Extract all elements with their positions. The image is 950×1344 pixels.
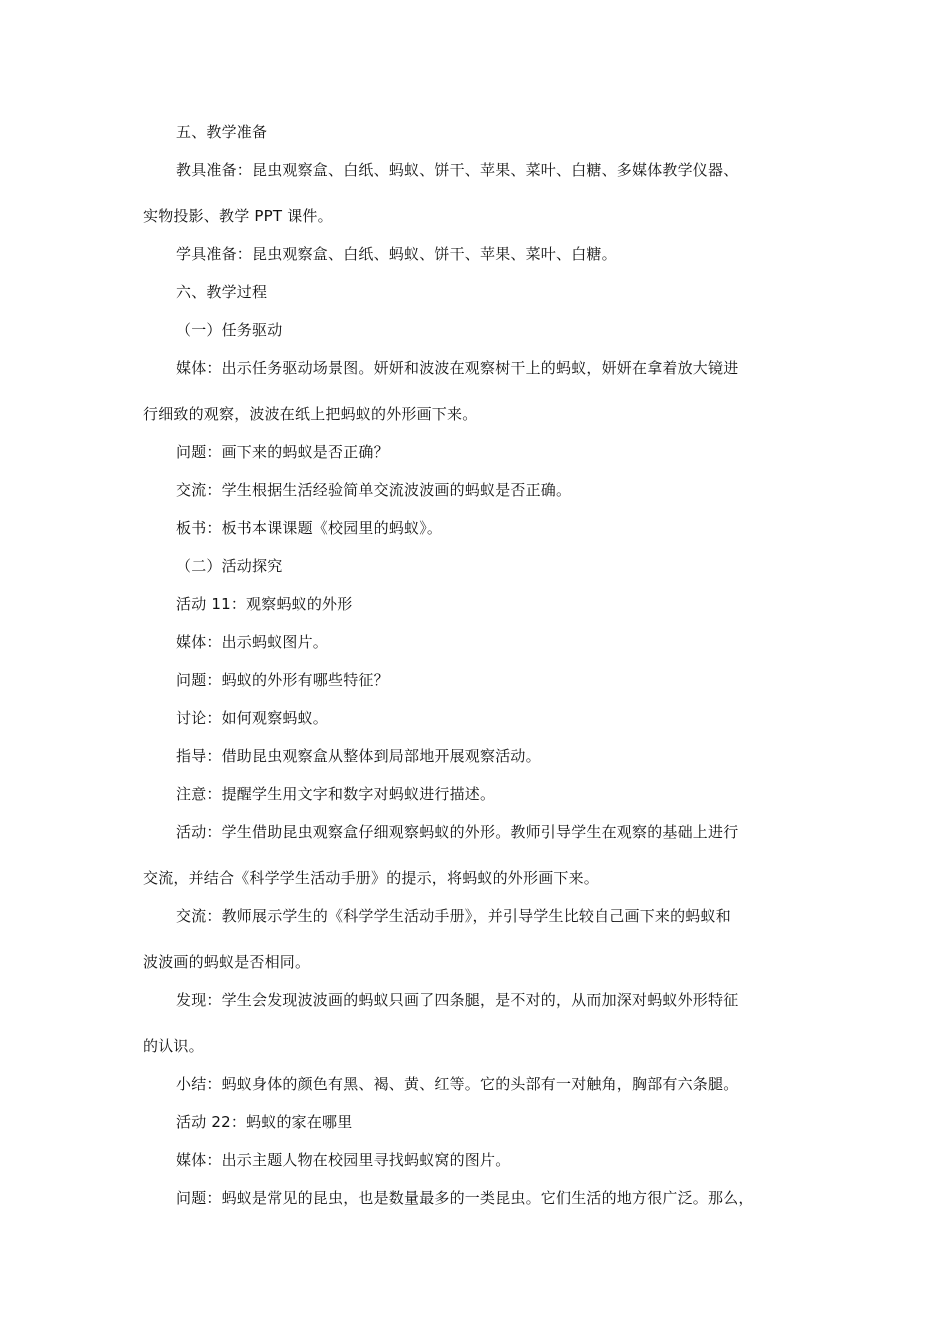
- paragraph-exchange-handbook: 交流：教师展示学生的《科学学生活动手册》，并引导学生比较自己画下来的蚂蚁和: [176, 907, 731, 925]
- paragraph-discovery: 发现：学生会发现波波画的蚂蚁只画了四条腿，是不对的，从而加深对蚂蚁外形特征: [176, 991, 739, 1009]
- paragraph-media-scene-continued: 行细致的观察，波波在纸上把蚂蚁的外形画下来。: [143, 405, 478, 423]
- paragraph-discussion: 讨论：如何观察蚂蚁。: [176, 709, 329, 727]
- paragraph-exchange-drawing: 交流：学生根据生活经验简单交流波波画的蚂蚁是否正确。: [176, 481, 572, 499]
- section-heading-preparation: 五、教学准备: [176, 123, 268, 141]
- paragraph-activity-observe: 活动：学生借助昆虫观察盒仔细观察蚂蚁的外形。教师引导学生在观察的基础上进行: [176, 823, 739, 841]
- section-heading-process: 六、教学过程: [176, 283, 268, 301]
- paragraph-teaching-tools-continued: 实物投影、教学 PPT 课件。: [143, 207, 333, 225]
- activity-heading-home: 活动 22：蚂蚁的家在哪里: [176, 1113, 353, 1131]
- subsection-heading-activity: （二）活动探究: [176, 557, 283, 575]
- paragraph-media-nest: 媒体：出示主题人物在校园里寻找蚂蚁窝的图片。: [176, 1151, 511, 1169]
- paragraph-guidance: 指导：借助昆虫观察盒从整体到局部地开展观察活动。: [176, 747, 541, 765]
- paragraph-attention: 注意：提醒学生用文字和数字对蚂蚁进行描述。: [176, 785, 496, 803]
- subsection-heading-task: （一）任务驱动: [176, 321, 283, 339]
- paragraph-exchange-handbook-continued: 波波画的蚂蚁是否相同。: [143, 953, 311, 971]
- paragraph-activity-observe-continued: 交流，并结合《科学学生活动手册》的提示，将蚂蚁的外形画下来。: [143, 869, 600, 887]
- paragraph-summary: 小结：蚂蚁身体的颜色有黑、褐、黄、红等。它的头部有一对触角，胸部有六条腿。: [176, 1075, 739, 1093]
- paragraph-question-features: 问题：蚂蚁的外形有哪些特征？: [176, 671, 389, 689]
- paragraph-board-title: 板书：板书本课课题《校园里的蚂蚁》。: [176, 519, 443, 537]
- paragraph-discovery-continued: 的认识。: [143, 1037, 204, 1055]
- activity-heading-shape: 活动 11：观察蚂蚁的外形: [176, 595, 353, 613]
- paragraph-media-scene: 媒体：出示任务驱动场景图。妍妍和波波在观察树干上的蚂蚁，妍妍在拿着放大镜进: [176, 359, 739, 377]
- paragraph-question-drawing: 问题：画下来的蚂蚁是否正确？: [176, 443, 389, 461]
- paragraph-question-habitat: 问题：蚂蚁是常见的昆虫，也是数量最多的一类昆虫。它们生活的地方很广泛。那么，: [176, 1189, 754, 1207]
- paragraph-student-tools: 学具准备：昆虫观察盒、白纸、蚂蚁、饼干、苹果、菜叶、白糖。: [176, 245, 617, 263]
- paragraph-teaching-tools: 教具准备：昆虫观察盒、白纸、蚂蚁、饼干、苹果、菜叶、白糖、多媒体教学仪器、: [176, 161, 739, 179]
- paragraph-media-picture: 媒体：出示蚂蚁图片。: [176, 633, 329, 651]
- document-body: [143, 122, 823, 1208]
